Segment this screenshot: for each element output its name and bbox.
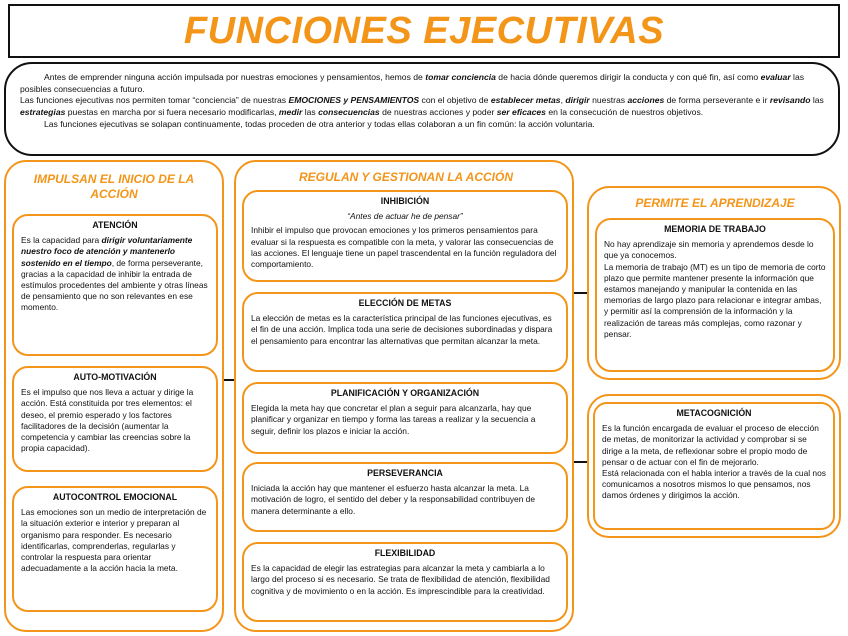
card-planificacion-y-organizacion <box>242 382 568 454</box>
card-atencion <box>12 214 218 356</box>
card-text: Es la función encargada de evaluar el proceso de elección de metas, de monitorizar la actividad y comprobar si se dirige a la meta, de reflexionar sobre el propio modo de pensar o de actuar con el fin de mejorarlo. <box>602 423 819 467</box>
card-metacognicion <box>593 402 835 530</box>
column-permite-top <box>587 186 841 380</box>
card-heading: ATENCIÓN <box>92 220 138 230</box>
card-heading: MEMORIA DE TRABAJO <box>664 224 766 234</box>
card-heading: FLEXIBILIDAD <box>374 548 436 558</box>
card-text: Está relacionada con el habla interior a través de la cual nos comunicamos a nosotros mismos lo que pensamos, nos damos órdenes y dirigimos la acción. <box>602 468 826 501</box>
card-eleccion-de-metas <box>242 292 568 372</box>
intro-panel <box>4 62 840 156</box>
title-box <box>8 4 840 58</box>
column-title-regulan: REGULAN Y GESTIONAN LA ACCIÓN <box>298 170 513 184</box>
card-heading: INHIBICIÓN <box>380 196 430 206</box>
card-heading: AUTOCONTROL EMOCIONAL <box>52 492 178 502</box>
card-text: Iniciada la acción hay que mantener el esfuerzo hasta alcanzar la meta. La motivación de logro, el sentido del deber y la responsabilidad contribuyen de manera determinante a ello. <box>251 483 535 516</box>
column-regulan <box>234 160 574 632</box>
connector-right-bottom <box>573 461 587 463</box>
column-permite-bottom <box>587 394 841 538</box>
card-text: Es el impulso que nos lleva a actuar y dirige la acción. Está constituida por tres elementos: el deseo, el premio esperado y los factores facilitadores de la decisión (aumentar la competencia y cambiar las creencias sobre la propia capacidad). <box>21 387 194 454</box>
intro-paragraph-1: Antes de emprender ninguna acción impulsada por nuestras emociones y pensamientos, hemos de tomar conciencia de hacia dónde queremos dirigir la conducta y con qué fin, así como evaluar las posibles consecuencias a futuro. <box>20 72 805 94</box>
card-quote: “Antes de actuar he de pensar” <box>347 211 463 222</box>
column-title-permite: PERMITE EL APRENDIZAJE <box>635 196 795 210</box>
card-text: La memoria de trabajo (MT) es un tipo de memoria de corto plazo que permite mantener presente la información que estamos manejando y manipular la contenida en las memorias de largo plazo para relacionar e integrar ambas, y permitir así la comprensión de la información y la realización de tareas más complejas, como razonar y pensar. <box>604 261 826 339</box>
column-title-impulsan: IMPULSAN EL INICIO DE LA ACCIÓN <box>33 172 195 201</box>
column-impulsan <box>4 160 224 632</box>
intro-paragraph-2: Las funciones ejecutivas nos permiten tomar “conciencia” de nuestras EMOCIONES y PENSAMIENTOS con el objetivo de establecer metas, dirigir nuestras acciones de forma perseverante e ir revisando las estrategias puestas en marcha por si fuera necesario modificarlas, medir las consecuencias de nuestras acciones y poder ser eficaces en la consecución de nuestros objetivos. <box>20 95 824 118</box>
card-text: Inhibir el impulso que provocan emociones y los primeros pensamientos para evaluar si la respuesta es compatible con la meta, y valorar las consecuencias de las acciones. El lenguaje tiene un papel trascendental en la función reguladora del comportamiento. <box>251 225 557 270</box>
card-memoria-de-trabajo <box>595 218 835 372</box>
card-text: No hay aprendizaje sin memoria y aprendemos desde lo que ya conocemos. <box>604 239 814 261</box>
card-auto-motivacion <box>12 366 218 472</box>
card-text: La elección de metas es la característica principal de las funciones ejecutivas, es el fin de una acción. Implica toda una serie de decisiones subordinadas y dispara el pensamiento para encontrar las alternativas que permitan alcanzar la meta. <box>251 313 553 346</box>
card-text: Es la capacidad para dirigir voluntariamente nuestro foco de atención y mantenerlo sostenido en el tiempo, de forma perseverante, gracias a la capacidad de inhibir la entrada de estímulos procedentes del ambiente y otras líneas de pensamiento que no son relevantes en ese momento. <box>21 235 208 313</box>
connector-right-top <box>573 292 587 294</box>
card-flexibilidad <box>242 542 568 622</box>
card-heading: PLANIFICACIÓN Y ORGANIZACIÓN <box>330 388 480 398</box>
card-inhibicion <box>242 190 568 282</box>
page-title: FUNCIONES EJECUTIVAS <box>183 10 665 52</box>
card-text: Las emociones son un medio de interpretación de la situación exterior e interior y preparan al organismo para responder. Es necesario identificarlas, comprenderlas, regularlas y controlar la respuesta para orientar adecuadamente a la acción hacia la meta. <box>21 507 207 574</box>
card-text: Elegida la meta hay que concretar el plan a seguir para alcanzarla, hay que planificar y organizar en tiempo y forma las tareas a realizar y la secuencia a seguir, definir los plazos e iniciar la acción. <box>251 403 536 436</box>
card-heading: METACOGNICIÓN <box>676 408 752 418</box>
card-heading: PERSEVERANCIA <box>367 468 443 478</box>
card-heading: AUTO-MOTIVACIÓN <box>73 372 157 382</box>
card-text: Es la capacidad de elegir las estrategias para alcanzar la meta y cambiarla a lo largo del proceso si es necesario. Se trata de flexibilidad de atención, flexibilidad cognitiva y de movimiento o en la acción. Es imprescindible para la creatividad. <box>251 563 550 596</box>
card-autocontrol-emocional <box>12 486 218 612</box>
card-perseverancia <box>242 462 568 532</box>
card-heading: ELECCIÓN DE METAS <box>358 298 452 308</box>
intro-paragraph-3: Las funciones ejecutivas se solapan continuamente, todas proceden de otra anterior y todas ellas colaboran a un fin común: la acción voluntaria. <box>44 118 595 129</box>
